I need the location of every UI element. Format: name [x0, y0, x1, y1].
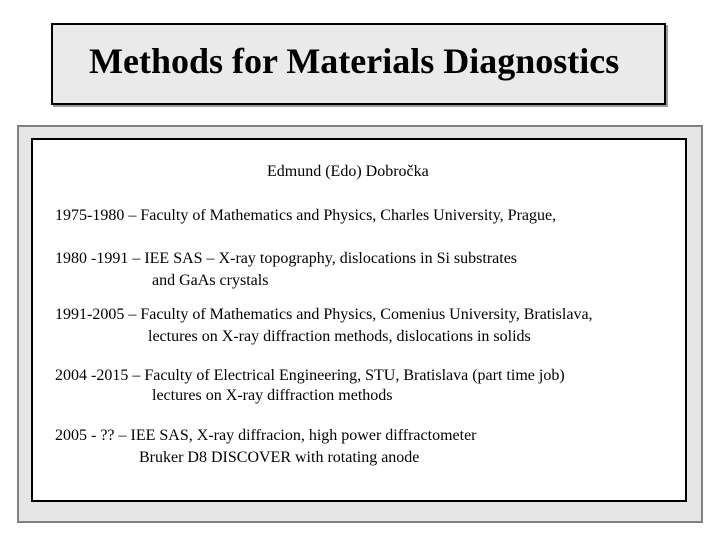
entry-1975-1980-line-1: 1975-1980 – Faculty of Mathematics and Physics, Charles University, Prague, [55, 207, 557, 224]
entry-1991-2005-line-2: lectures on X-ray diffraction methods, dislocations in solids [148, 328, 531, 345]
slide-title: Methods for Materials Diagnostics [89, 41, 620, 81]
entry-1980-1991-line-1: 1980 -1991 – IEE SAS – X-ray topography, dislocations in Si substrates [55, 250, 518, 267]
author-name: Edmund (Edo) Dobročka [267, 163, 429, 180]
entry-2005-present-line-1: 2005 - ?? – IEE SAS, X-ray diffracion, high power diffractometer [55, 427, 477, 444]
title-box [51, 23, 666, 105]
entry-2004-2015-line-1: 2004 -2015 – Faculty of Electrical Engineering, STU, Bratislava (part time job) [55, 367, 565, 384]
entry-2005-present-line-2: Bruker D8 DISCOVER with rotating anode [139, 449, 420, 466]
entry-1991-2005-line-1: 1991-2005 – Faculty of Mathematics and Physics, Comenius University, Bratislava, [55, 306, 593, 323]
entry-1980-1991-line-2: and GaAs crystals [152, 272, 269, 289]
entry-2004-2015-line-2: lectures on X-ray diffraction methods [152, 387, 393, 404]
